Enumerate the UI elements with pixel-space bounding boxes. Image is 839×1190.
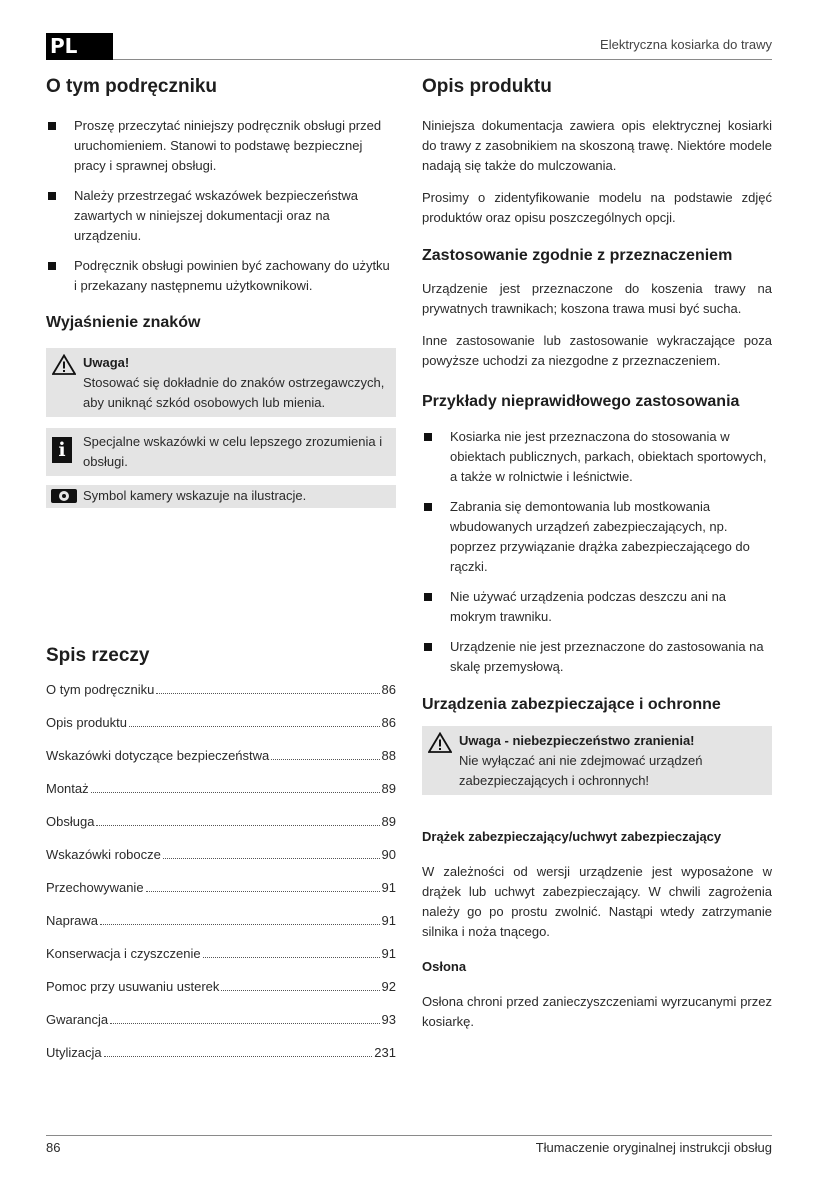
product-paragraph-2: Prosimy o zidentyfikowanie modelu na podstawie zdjęć produktów oraz opisu poszczególnych opcji. bbox=[422, 190, 772, 225]
toc-row[interactable]: Obsługa 89 bbox=[46, 814, 396, 829]
safety-warning-text: Nie wyłączać ani nie zdejmować urządzeń zabezpieczających i ochronnych! bbox=[459, 753, 703, 788]
bullet-square-icon bbox=[48, 192, 56, 200]
toc-leader bbox=[203, 957, 380, 958]
safety-devices-heading: Urządzenia zabezpieczające i ochronne bbox=[422, 696, 721, 713]
list-item: Należy przestrzegać wskazówek bezpieczeństwa zawartych w niniejszej dokumentacji oraz na urządzeniu. bbox=[46, 186, 396, 246]
bullet-square-icon bbox=[424, 503, 432, 511]
toc-heading: Spis rzeczy bbox=[46, 645, 150, 666]
page-footer bbox=[46, 1135, 772, 1155]
safety-warning-title: Uwaga - niebezpieczeństwo zranienia! bbox=[459, 733, 695, 748]
warning-triangle-icon bbox=[52, 354, 76, 375]
page-number: 86 bbox=[46, 1140, 61, 1155]
safety-bar-paragraph: W zależności od wersji urządzenie jest wyposażone w drążek lub uchwyt zabezpieczający. W chwili zagrożenia należy go po prostu zwolnić. Nastąpi wtedy zatrzymanie silnika i noża tnącego. bbox=[422, 864, 772, 939]
manual-heading: O tym podręczniku bbox=[46, 76, 218, 97]
camera-notice bbox=[46, 485, 396, 508]
left-column bbox=[46, 74, 396, 1060]
toc-row[interactable]: Opis produktu 86 bbox=[46, 715, 396, 730]
bullet-square-icon bbox=[48, 122, 56, 130]
page-header bbox=[46, 33, 772, 60]
warning-text: Stosować się dokładnie do znaków ostrzegawczych, aby uniknąć szkód osobowych lub mienia. bbox=[83, 375, 385, 410]
product-paragraph-1: Niniejsza dokumentacja zawiera opis elektrycznej kosiarki do trawy z zasobnikiem na skoszoną trawę. Niektóre modele nadają się także do mulczowania. bbox=[422, 118, 772, 173]
toc-leader bbox=[156, 693, 379, 694]
list-item: Proszę przeczytać niniejszy podręcznik obsługi przed uruchomieniem. Stanowi to podstawę bezpiecznej pracy i sprawnej obsługi. bbox=[46, 116, 396, 176]
warning-notice bbox=[46, 348, 396, 417]
right-column bbox=[422, 74, 772, 1032]
symbols-heading: Wyjaśnienie znaków bbox=[46, 314, 201, 331]
misuse-heading: Przykłady nieprawidłowego zastosowania bbox=[422, 393, 740, 410]
intended-use-paragraph-1: Urządzenie jest przeznaczone do koszenia trawy na prywatnych trawnikach; koszona trawa musi być sucha. bbox=[422, 281, 772, 316]
toc-leader bbox=[271, 759, 379, 760]
toc-leader bbox=[96, 825, 379, 826]
bullet-square-icon bbox=[424, 643, 432, 651]
bullet-square-icon bbox=[424, 593, 432, 601]
toc-leader bbox=[163, 858, 380, 859]
toc-leader bbox=[100, 924, 380, 925]
toc-leader bbox=[110, 1023, 379, 1024]
toc-row[interactable]: Gwarancja 93 bbox=[46, 1012, 396, 1027]
bullet-square-icon bbox=[48, 262, 56, 270]
toc-leader bbox=[104, 1056, 373, 1057]
product-heading: Opis produktu bbox=[422, 76, 552, 97]
intended-use-paragraph-2: Inne zastosowanie lub zastosowanie wykraczające poza powyższe uchodzi za niezgodne z przeznaczeniem. bbox=[422, 333, 772, 368]
list-item: Urządzenie nie jest przeznaczone do zastosowania na skalę przemysłową. bbox=[422, 637, 772, 677]
safety-warning-notice bbox=[422, 726, 772, 795]
safety-bar-heading: Drążek zabezpieczający/uchwyt zabezpieczający bbox=[422, 829, 722, 844]
list-item: Nie używać urządzenia podczas deszczu ani na mokrym trawniku. bbox=[422, 587, 772, 627]
guard-paragraph: Osłona chroni przed zanieczyszczeniami wyrzucanymi przez kosiarkę. bbox=[422, 994, 772, 1029]
warning-title: Uwaga! bbox=[83, 355, 130, 370]
misuse-bullet-list bbox=[422, 427, 772, 677]
info-notice bbox=[46, 428, 396, 476]
toc-row[interactable]: Konserwacja i czyszczenie 91 bbox=[46, 946, 396, 961]
intended-use-heading: Zastosowanie zgodnie z przeznaczeniem bbox=[422, 247, 733, 264]
list-item: Zabrania się demontowania lub mostkowania wbudowanych urządzeń zabezpieczających, np. poprzez przywiązanie drążka zabezpieczającego do rączki. bbox=[422, 497, 772, 577]
toc-row[interactable]: Wskazówki robocze 90 bbox=[46, 847, 396, 862]
document-title: Elektryczna kosiarka do trawy bbox=[600, 37, 772, 52]
toc-row[interactable]: Wskazówki dotyczące bezpieczeństwa 88 bbox=[46, 748, 396, 763]
guard-heading: Osłona bbox=[422, 959, 467, 974]
camera-icon bbox=[51, 489, 77, 503]
toc-row[interactable]: Pomoc przy usuwaniu usterek 92 bbox=[46, 979, 396, 994]
language-badge: PL bbox=[46, 33, 113, 60]
toc-row[interactable]: Naprawa 91 bbox=[46, 913, 396, 928]
toc-leader bbox=[129, 726, 380, 727]
warning-triangle-icon bbox=[428, 732, 452, 753]
toc-leader bbox=[146, 891, 380, 892]
list-item: Podręcznik obsługi powinien być zachowany do użytku i przekazany następnemu użytkownikowi. bbox=[46, 256, 396, 296]
info-text: Specjalne wskazówki w celu lepszego zrozumienia i obsługi. bbox=[83, 434, 383, 469]
table-of-contents bbox=[46, 680, 396, 1076]
toc-leader bbox=[221, 990, 379, 991]
toc-row[interactable]: Utylizacja 231 bbox=[46, 1045, 396, 1060]
toc-row[interactable]: Montaż 89 bbox=[46, 781, 396, 796]
info-icon: i bbox=[52, 437, 72, 463]
toc-leader bbox=[91, 792, 380, 793]
bullet-square-icon bbox=[424, 433, 432, 441]
manual-bullet-list bbox=[46, 116, 396, 296]
toc-row[interactable]: Przechowywanie 91 bbox=[46, 880, 396, 895]
footer-text: Tłumaczenie oryginalnej instrukcji obsług bbox=[535, 1140, 772, 1155]
toc-row[interactable]: O tym podręczniku 86 bbox=[46, 682, 396, 697]
list-item: Kosiarka nie jest przeznaczona do stosowania w obiektach publicznych, parkach, obiektach sportowych, a także w rolnictwie i leśnictwie. bbox=[422, 427, 772, 487]
camera-text: Symbol kamery wskazuje na ilustracje. bbox=[83, 488, 307, 503]
